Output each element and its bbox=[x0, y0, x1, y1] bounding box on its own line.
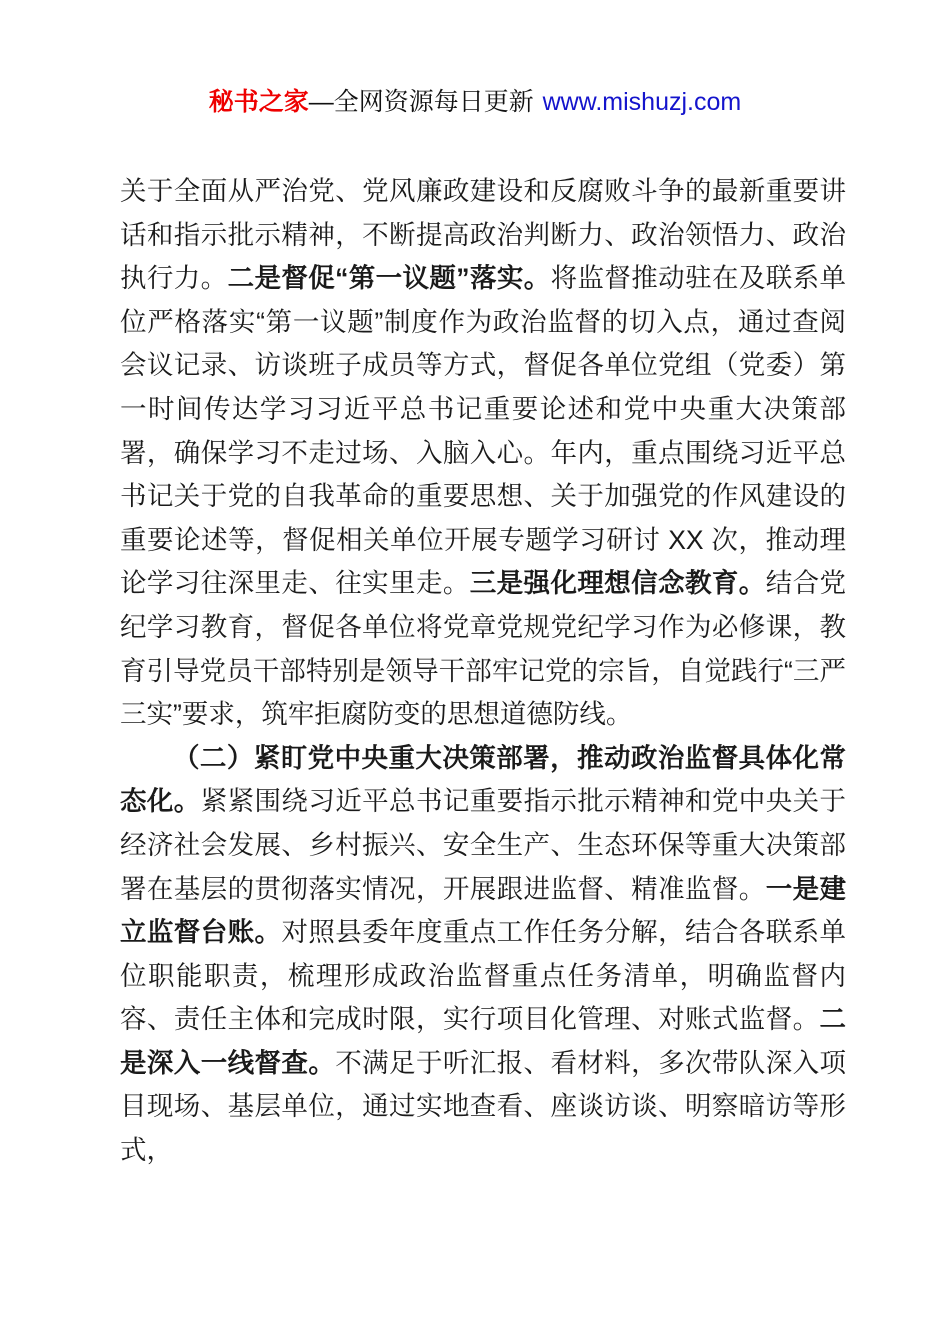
site-header bbox=[0, 84, 950, 120]
text-run: 关于全面从严治党、党风廉政建设和反腐败斗争的最新重要讲话和指示批示精神，不断提高政治判断力、政治领悟力、政治执行力。 bbox=[120, 176, 846, 294]
bold-run: 一是建立监督台账。 bbox=[120, 873, 847, 948]
text-run: 紧紧围绕习近平总书记重要指示批示精神和党中央关于经济社会发展、乡村振兴、安全生产、生态环保等重大决策部署在基层的贯彻落实情况，开展跟进监督、精准监督。 bbox=[120, 786, 847, 904]
paragraph bbox=[120, 737, 846, 1173]
bold-run: 二是深入一线督查。 bbox=[120, 1004, 846, 1078]
site-url-link[interactable]: www.mishuzj.com bbox=[542, 88, 742, 116]
paragraph bbox=[120, 170, 846, 737]
text-run: 不满足于听汇报、看材料，多次带队深入项目现场、基层单位，通过实地查看、座谈访谈、明察暗访等形式， bbox=[120, 1047, 847, 1166]
bold-run: （二）紧盯党中央重大决策部署，推动政治监督具体化常态化。 bbox=[120, 742, 846, 817]
document-body bbox=[120, 170, 846, 1173]
site-name: 秘书之家 bbox=[208, 88, 309, 116]
text-run: 结合党纪学习教育，督促各单位将党章党规党纪学习作为必修课，教育引导党员干部特别是领导干部牢记党的宗旨，自觉践行“三严三实”要求，筑牢拒腐防变的思想道德防线。 bbox=[120, 568, 847, 730]
text-run: 对照县委年度重点工作任务分解，结合各联系单位职能职责，梳理形成政治监督重点任务清单，明确监督内容、责任主体和完成时限，实行项目化管理、对账式监督。 bbox=[120, 917, 847, 1035]
site-tagline: —全网资源每日更新 bbox=[308, 88, 534, 116]
text-run: 将监督推动驻在及联系单位严格落实“第一议题”制度作为政治监督的切入点，通过查阅会议记录、访谈班子成员等方式，督促各单位党组（党委）第一时间传达学习习近平总书记重要论述和党中央重大决策部署，确保学习不走过场、入脑入心。年内，重点围绕习近平总书记关于党的自我革命的重要思想、关于加强党的作风建设的重要论述等，督促相关单位开展专题学习研讨 XX 次，推动理论学习往深里走、往实里走。 bbox=[120, 263, 847, 599]
bold-run: 二是督促“第一议题”落实。 bbox=[227, 263, 551, 294]
bold-run: 三是强化理想信念教育。 bbox=[469, 568, 766, 599]
